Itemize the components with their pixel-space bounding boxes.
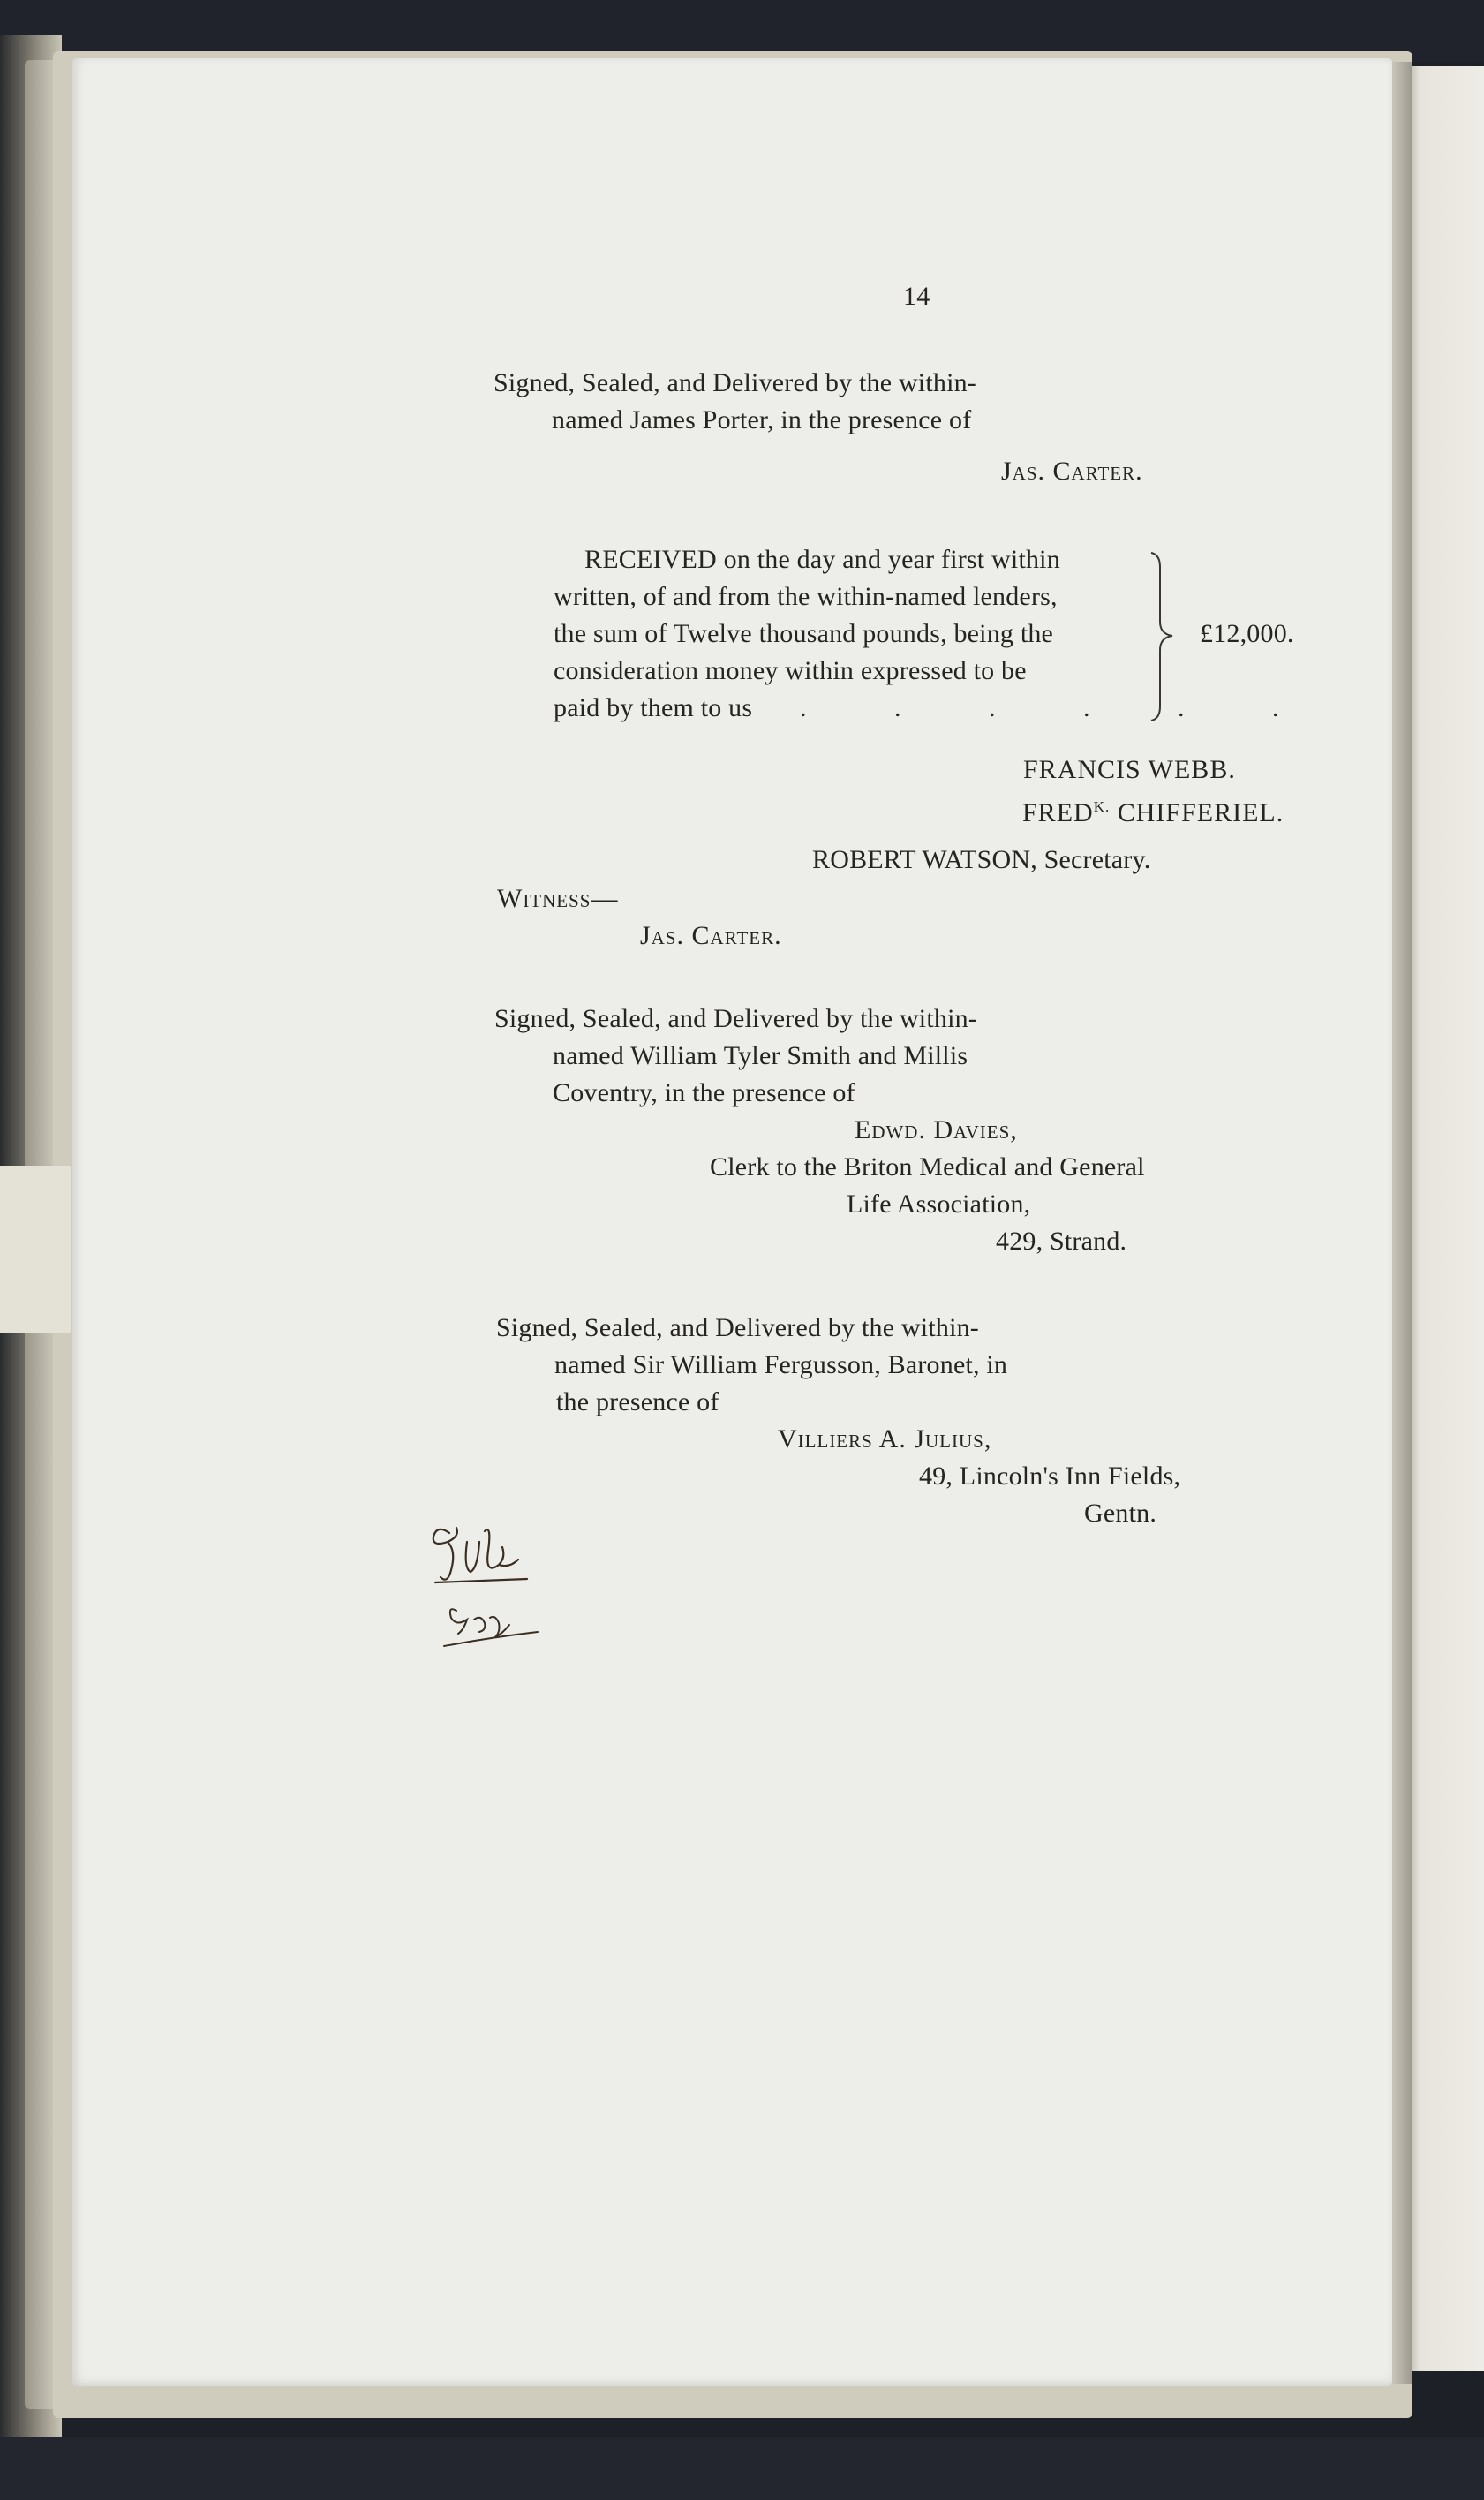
signatory-prefix: FRED [1022,798,1094,827]
witness-villiers-julius: Villiers A. Julius, [778,1424,992,1454]
receipt-line-1: RECEIVED on the day and year first within [584,545,1060,574]
signatory-francis-webb: FRANCIS WEBB. [1023,755,1236,784]
signed-block2-line-2: named William Tyler Smith and Millis [553,1041,968,1070]
signatory-superscript: K. [1093,798,1111,815]
signed-block3-line-1: Signed, Sealed, and Delivered by the within- [496,1313,979,1342]
receipt-dots: . . . . . . [800,693,1320,722]
receipt-line-3: the sum of Twelve thousand pounds, being the [554,619,1054,648]
signed-line-2: named James Porter, in the presence of [552,405,972,434]
page-number: 14 [903,282,930,311]
signatory-fred-chifferiel [1022,791,1284,829]
secretary-line: ROBERT WATSON, Secretary. [812,845,1151,874]
handwritten-scribble-icon [439,1593,545,1655]
witness-name-1: Jas. Carter. [1001,457,1143,486]
receipt-line-2: written, of and from the within-named lenders, [554,582,1058,611]
receipt-line-5: paid by them to us [554,693,753,722]
book-binding-bottom [0,2437,1484,2500]
witness-name-2: Jas. Carter. [640,921,782,950]
lincolns-inn-address: 49, Lincoln's Inn Fields, [919,1461,1181,1491]
witness-label: Witness— [497,884,619,913]
signed-block2-line-1: Signed, Sealed, and Delivered by the within- [494,1004,977,1033]
strand-address: 429, Strand. [996,1227,1127,1256]
receipt-line-4: consideration money within expressed to be [554,656,1027,685]
signed-line-1: Signed, Sealed, and Delivered by the within- [493,368,976,397]
page-tab-strip [0,1166,71,1333]
receipt-brace-icon [1148,549,1201,726]
signed-block3-line-3: the presence of [556,1387,719,1416]
signed-block3-line-2: named Sir William Fergusson, Baronet, in [554,1350,1008,1379]
clerk-line: Clerk to the Briton Medical and General [710,1152,1145,1182]
receipt-amount: £12,000. [1200,619,1294,648]
handwritten-initials-icon [421,1515,545,1595]
facing-page-edge [1404,66,1484,2371]
signatory-suffix: CHIFFERIEL. [1110,798,1284,827]
gentn-line: Gentn. [1084,1499,1157,1528]
document-page [72,58,1392,2386]
association-line: Life Association, [847,1190,1031,1219]
witness-edwd-davies: Edwd. Davies, [855,1115,1018,1144]
signed-block2-line-3: Coventry, in the presence of [553,1078,855,1107]
